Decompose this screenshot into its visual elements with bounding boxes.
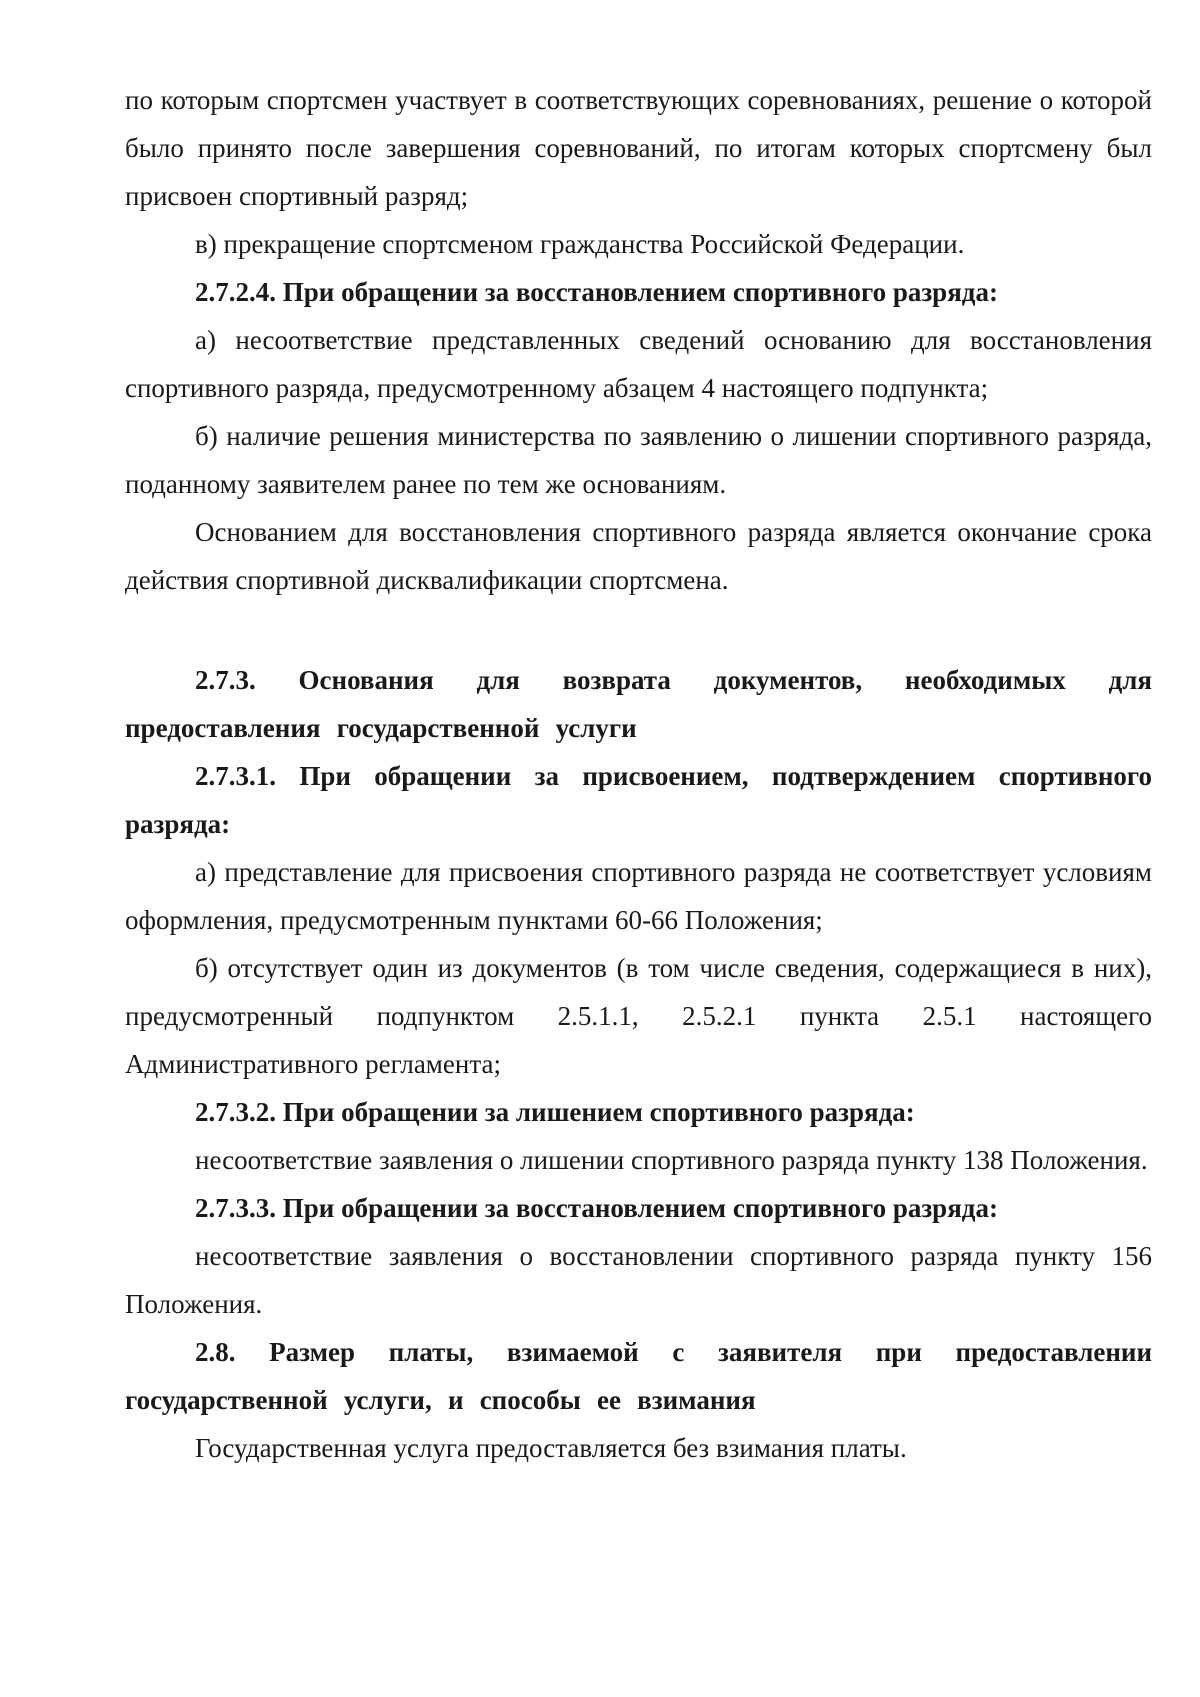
paragraph-item-a-2: а) представление для присвоения спортивного разряда не соответствует условиям оформления, предусмотренным пунктами 60-66 Положения; <box>125 857 1152 935</box>
document-body <box>125 76 1152 1472</box>
paragraph-item-a: а) несоответствие представленных сведений основанию для восстановления спортивного разряда, предусмотренному абзацем 4 настоящего подпункта; <box>125 325 1152 403</box>
paragraph-deprivation: несоответствие заявления о лишении спортивного разряда пункту 138 Положения. <box>195 1145 1148 1175</box>
paragraph-item-b: б) наличие решения министерства по заявлению о лишении спортивного разряда, поданному заявителем ранее по тем же основаниям. <box>125 421 1152 499</box>
paragraph-free-service: Государственная услуга предоставляется без взимания платы. <box>195 1433 907 1463</box>
heading-2-7-3-3: 2.7.3.3. При обращении за восстановлением спортивного разряда: <box>195 1193 998 1223</box>
heading-2-7-2-4: 2.7.2.4. При обращении за восстановлением спортивного разряда: <box>195 277 998 307</box>
heading-2-7-3-2: 2.7.3.2. При обращении за лишением спортивного разряда: <box>195 1097 915 1127</box>
paragraph-restoration: несоответствие заявления о восстановлении спортивного разряда пункту 156 Положения. <box>125 1241 1152 1319</box>
paragraph-item-v: в) прекращение спортсменом гражданства Российской Федерации. <box>195 229 965 259</box>
heading-2-7-3-1: 2.7.3.1. При обращении за присвоением, подтверждением спортивного разряда: <box>125 761 1152 839</box>
paragraph-item-b-2: б) отсутствует один из документов (в том числе сведения, содержащиеся в них), предусмотренный подпунктом 2.5.1.1, 2.5.2.1 пункта 2.5.1 настоящего Административного регламента; <box>125 953 1152 1079</box>
heading-2-8: 2.8. Размер платы, взимаемой с заявителя при предоставлении государственной услуги, и способы ее взимания <box>125 1337 1152 1415</box>
heading-2-7-3: 2.7.3. Основания для возврата документов, необходимых для предоставления государственной услуги <box>125 665 1152 743</box>
paragraph-basis: Основанием для восстановления спортивного разряда является окончание срока действия спортивной дисквалификации спортсмена. <box>125 517 1152 595</box>
paragraph-continuation: по которым спортсмен участвует в соответствующих соревнованиях, решение о которой было принято после завершения соревнований, по итогам которых спортсмену был присвоен спортивный разряд; <box>125 85 1152 211</box>
